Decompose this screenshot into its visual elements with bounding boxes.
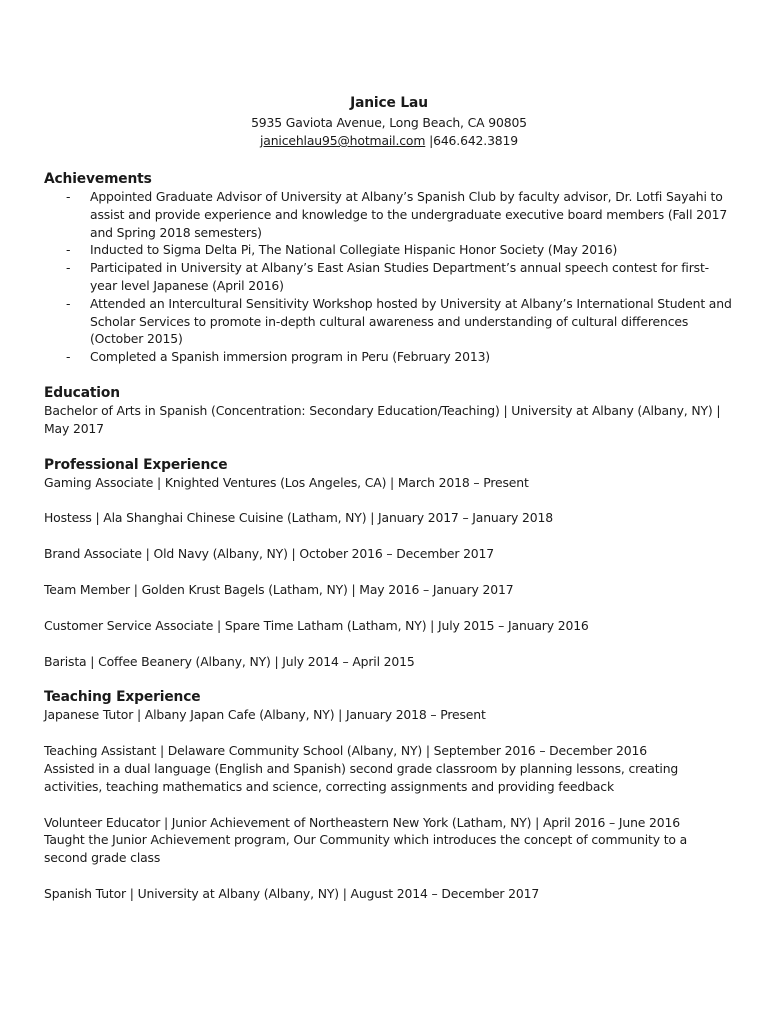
list-dash: - <box>66 189 71 204</box>
professional-heading: Professional Experience <box>44 456 228 473</box>
list-item <box>44 295 734 348</box>
job-entry: Brand Associate | Old Navy (Albany, NY) | October 2016 – December 2017 <box>44 546 495 562</box>
teaching-entry-detail: Assisted in a dual language (English and Spanish) second grade classroom by planning lessons, creating activities, teaching mathematics and science, correcting assignments and providing feedback <box>44 760 679 794</box>
teaching-entry-heading: Volunteer Educator | Junior Achievement of Northeastern New York (Latham, NY) | April 2016 – June 2016 <box>44 814 680 830</box>
email-link[interactable]: janicehlau95@hotmail.com <box>259 133 426 148</box>
teaching-entry-heading: Japanese Tutor | Albany Japan Cafe (Albany, NY) | January 2018 – Present <box>44 707 486 723</box>
achievements-heading: Achievements <box>44 171 152 187</box>
phone-number: |646.642.3819 <box>425 133 519 148</box>
job-entry: Barista | Coffee Beanery (Albany, NY) | July 2014 – April 2015 <box>44 653 415 669</box>
teaching-entry <box>44 742 734 795</box>
list-item-text: Appointed Graduate Advisor of University at Albany’s Spanish Club by faculty advisor, Dr. Lotfi Sayahi to assist and provide experience and knowledge to the undergraduate executive board members (Fall 2017 and Spring 2018 semesters) <box>90 189 728 240</box>
address-line: 5935 Gaviota Avenue, Long Beach, CA 90805 <box>251 115 527 130</box>
job-entry: Hostess | Ala Shanghai Chinese Cuisine (Latham, NY) | January 2017 – January 2018 <box>44 510 553 526</box>
resume-page <box>44 94 734 921</box>
list-item-text: Participated in University at Albany’s East Asian Studies Department’s annual speech contest for first-year level Japanese (April 2016) <box>90 260 709 293</box>
teaching-entry <box>44 706 734 724</box>
contact-line <box>44 132 734 150</box>
list-item <box>44 188 734 241</box>
job-entry: Gaming Associate | Knighted Ventures (Los Angeles, CA) | March 2018 – Present <box>44 474 529 490</box>
teaching-entry <box>44 885 734 903</box>
teaching-entry-heading: Teaching Assistant | Delaware Community School (Albany, NY) | September 2016 – December 2016 <box>44 743 647 759</box>
teaching-entry-detail: Taught the Junior Achievement program, Our Community which introduces the concept of community to a second grade class <box>44 832 688 866</box>
list-item-text: Completed a Spanish immersion program in Peru (February 2013) <box>90 349 490 365</box>
job-entry: Customer Service Associate | Spare Time Latham (Latham, NY) | July 2015 – January 2016 <box>44 617 589 633</box>
job-entry: Team Member | Golden Krust Bagels (Latham, NY) | May 2016 – January 2017 <box>44 581 514 597</box>
list-dash: - <box>66 295 71 311</box>
education-heading: Education <box>44 384 120 401</box>
education-section <box>44 384 734 438</box>
candidate-name: Janice Lau <box>350 95 428 111</box>
list-item <box>44 348 734 366</box>
achievements-list <box>44 188 734 366</box>
list-item-text: Attended an Intercultural Sensitivity Workshop hosted by University at Albany’s International Student and Scholar Services to promote in-depth cultural awareness and understanding of cultural differences (October 2015) <box>90 295 732 347</box>
list-item <box>44 241 734 259</box>
list-item <box>44 259 734 295</box>
list-item-text: Inducted to Sigma Delta Pi, The National Collegiate Hispanic Honor Society (May 2016) <box>90 242 618 258</box>
achievements-section <box>44 170 734 366</box>
resume-header <box>44 94 734 150</box>
list-dash: - <box>66 349 71 365</box>
teaching-heading: Teaching Experience <box>44 689 201 706</box>
education-entry: Bachelor of Arts in Spanish (Concentration: Secondary Education/Teaching) | University at Albany (Albany, NY) | May 2017 <box>44 402 721 436</box>
teaching-section <box>44 688 734 902</box>
list-dash: - <box>66 260 71 276</box>
professional-section <box>44 456 734 671</box>
teaching-entry-heading: Spanish Tutor | University at Albany (Albany, NY) | August 2014 – December 2017 <box>44 885 540 901</box>
list-dash: - <box>66 242 71 258</box>
teaching-entry <box>44 814 734 867</box>
